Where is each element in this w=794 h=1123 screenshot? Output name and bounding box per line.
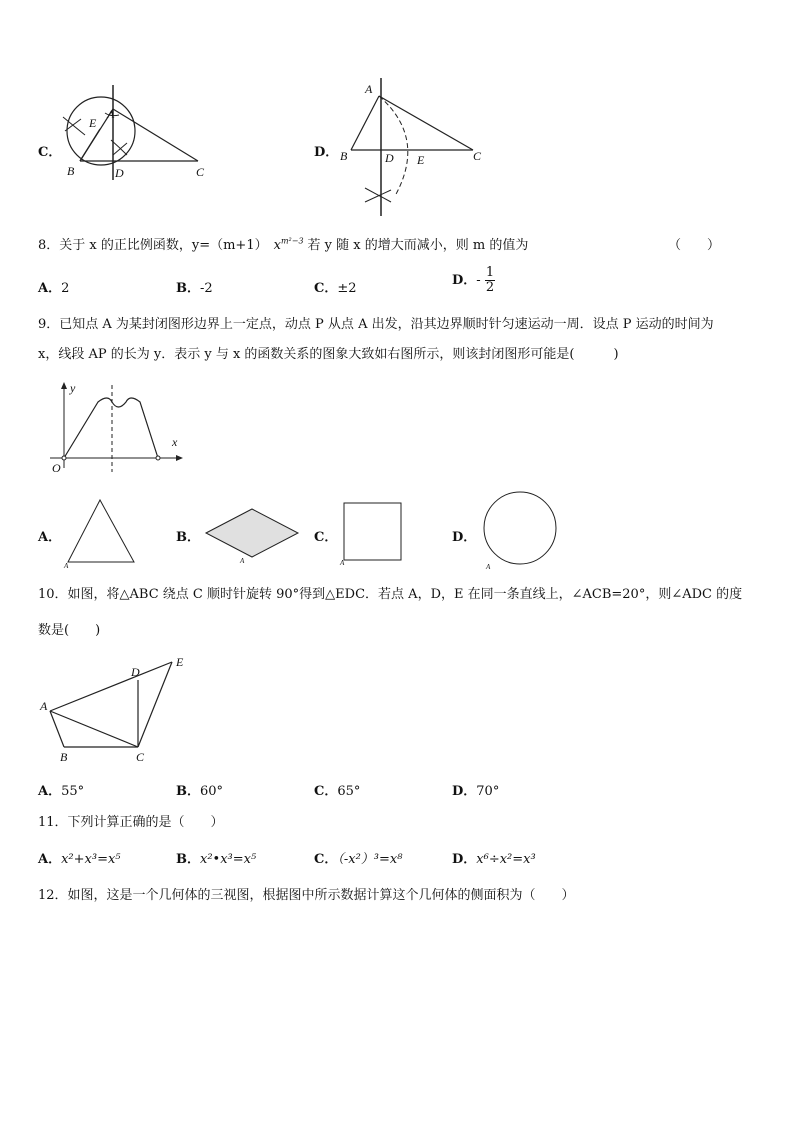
q7d-point-d: D (385, 151, 394, 165)
q9-graph-y-label: y (70, 381, 76, 395)
q8-stem-b: 若 y 随 x 的增大而减小，则 m 的值为 (307, 238, 529, 253)
q10-point-d: D (131, 665, 140, 679)
q10-point-c: C (136, 750, 145, 764)
q11-stem: 11．下列计算正确的是（ ） (38, 815, 224, 830)
q11-option-c: C．（-x²）³=x⁸ (314, 852, 403, 867)
q9-option-a-triangle (62, 496, 142, 568)
q11-option-d: D．x⁶÷x²=x³ (452, 852, 536, 867)
q9-graph-x-label: x (172, 435, 178, 449)
q10-figure (38, 650, 198, 765)
q9-graph-origin-label: O (52, 461, 61, 475)
svg-text:A: A (340, 559, 345, 567)
q9-option-b-label: B． (176, 530, 200, 545)
q7c-point-d: D (115, 166, 124, 180)
q10-option-c: C．65° (314, 784, 361, 799)
q10-option-d: D．70° (452, 784, 500, 799)
q7d-point-c: C (473, 149, 482, 163)
q9-option-a-label: A． (38, 530, 62, 545)
q7-figure-d (335, 78, 495, 218)
q10-point-b: B (60, 750, 68, 764)
q8-stem (38, 234, 528, 253)
svg-text:A: A (486, 563, 491, 571)
q11-option-b: B．x²•x³=x⁵ (176, 852, 257, 867)
q8-option-a: A．2 (38, 281, 70, 296)
q8-paren: （ ） (668, 238, 721, 253)
q8-option-c: C．±2 (314, 281, 357, 296)
q9-option-c-square (338, 500, 408, 566)
q10-point-a: A (40, 699, 48, 713)
q7d-point-b: B (340, 149, 348, 163)
q9-option-c-label: C． (314, 530, 338, 545)
q7d-point-a: A (365, 82, 373, 96)
q12-stem: 12．如图，这是一个几何体的三视图，根据图中所示数据计算这个几何体的侧面积为（ ） (38, 888, 575, 903)
q10-option-b: B．60° (176, 784, 224, 799)
q7c-point-c: C (196, 165, 205, 179)
q10-option-a: A．55° (38, 784, 85, 799)
q11-option-a: A．x²+x³=x⁵ (38, 852, 121, 867)
q8-stem-exp: m²−3 (280, 236, 304, 246)
q9-function-graph (40, 380, 190, 475)
q9-option-d-label: D． (452, 530, 477, 545)
q9-option-b-rhombus (202, 505, 302, 565)
q10-point-e: E (176, 655, 184, 669)
q7c-point-e: E (89, 116, 97, 130)
q9-stem-line2: x，线段 AP 的长为 y．表示 y 与 x 的函数关系的图象大致如右图所示，则该封闭图形可能是( ) (38, 347, 619, 362)
q8-stem-a: 8．关于 x 的正比例函数，y=（m+1） (38, 238, 268, 253)
q8-option-b: B．-2 (176, 281, 213, 296)
q7-figure-c (55, 85, 215, 185)
q8-stem-base: x (273, 238, 281, 253)
q7c-point-a: A (107, 107, 115, 121)
q7d-point-e: E (417, 153, 425, 167)
q8-option-d-fraction: $\frac{1}{2}$ (485, 265, 495, 295)
q10-stem-line2: 数是( ) (38, 623, 101, 638)
q7-option-c-label: C． (38, 145, 62, 160)
q10-stem-line1: 10．如图，将△ABC 绕点 C 顺时针旋转 90°得到△EDC．若点 A，D，E 在同一条直线上，∠ACB=20°，则∠ADC 的度 (38, 587, 743, 602)
q9-option-d-circle (478, 490, 564, 570)
svg-text:A: A (240, 557, 245, 565)
q7-option-d-label: D． (314, 145, 339, 160)
q7c-point-b: B (67, 164, 75, 178)
q9-stem-line1: 9．已知点 A 为某封闭图形边界上一定点，动点 P 从点 A 出发，沿其边界顺时针匀速运动一周．设点 P 运动的时间为 (38, 317, 714, 332)
svg-text:A: A (64, 562, 69, 570)
q8-option-d: D．- $\frac{1}{2}$ (452, 265, 495, 295)
